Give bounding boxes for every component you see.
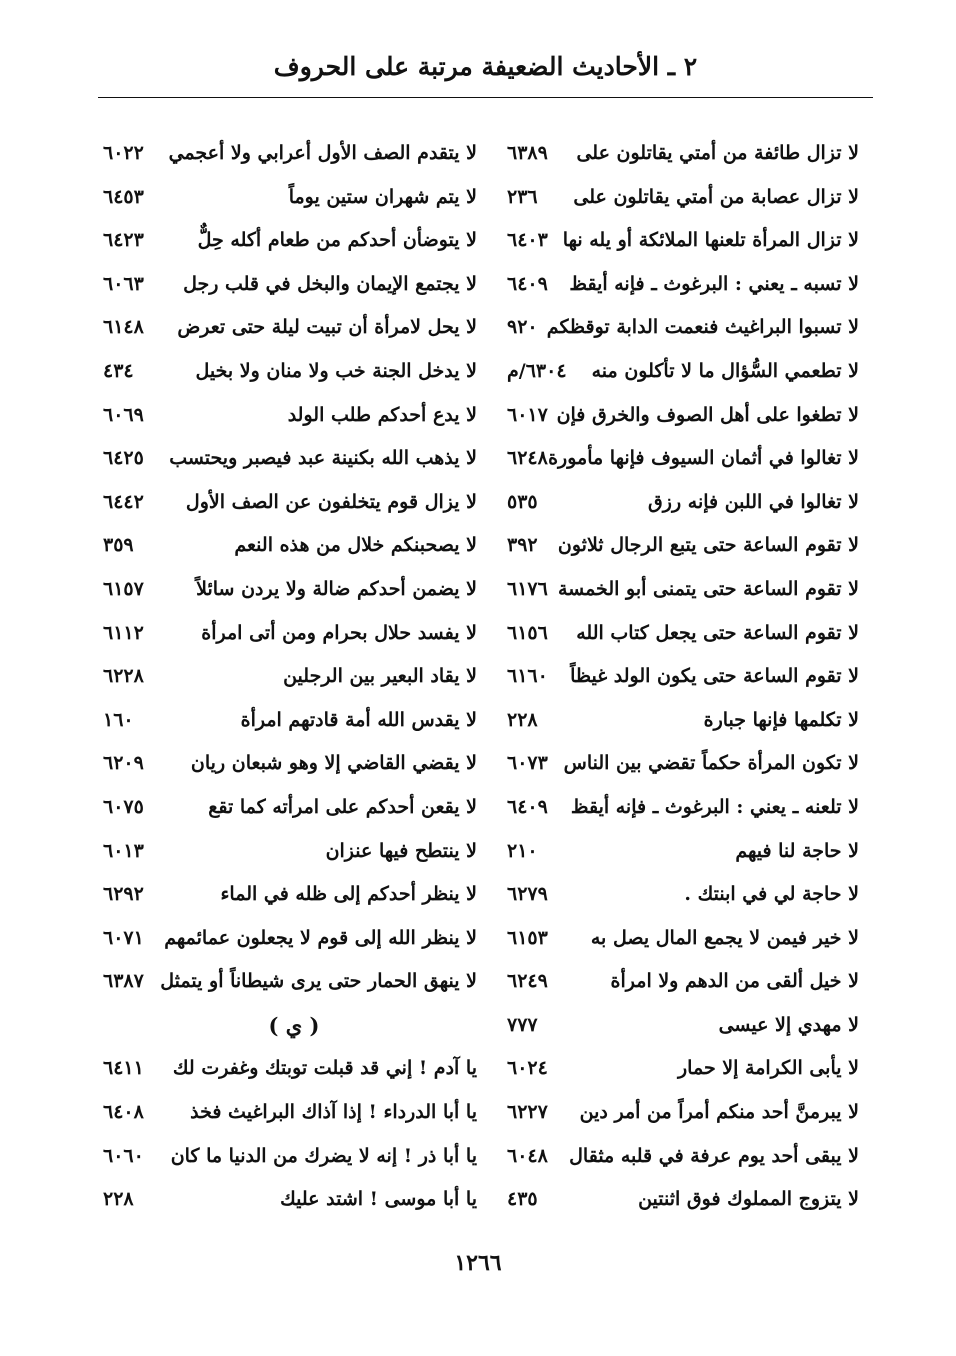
entry-number: ٢١٠ <box>507 839 538 862</box>
left-column <box>103 132 485 1222</box>
entry-number: ٦٢٢٧ <box>507 1101 548 1124</box>
entry-number: ٦٣٠٤/م <box>507 359 567 382</box>
index-entry <box>485 437 867 481</box>
index-entry <box>485 524 867 568</box>
index-entry <box>103 612 485 656</box>
entry-text: لا تطغوا على أهل الصوف والخرق فإن <box>556 403 859 426</box>
entry-number: ٦٤٥٣ <box>103 185 144 208</box>
entry-number: ٦٠٦٣ <box>103 272 144 295</box>
index-entry <box>485 263 867 307</box>
index-entry <box>103 437 485 481</box>
entry-text: لا يقاد البعير بين الرجلين <box>283 665 477 688</box>
index-entry <box>485 176 867 220</box>
entry-text: لا تقوم الساعة حتى يتمنى أبو الخمسة <box>557 577 859 600</box>
index-entry <box>103 219 485 263</box>
entry-text: لا تسبه ـ يعني : البرغوث ـ فإنه أيقظ <box>569 272 859 295</box>
entry-number: ٢٣٦ <box>507 185 538 208</box>
entry-number: ٦٠٧١ <box>103 926 144 949</box>
index-entry <box>485 1091 867 1135</box>
entry-text: لا يقعن أحدكم على امرأته كما تقع <box>208 795 477 818</box>
index-entry <box>485 873 867 917</box>
index-entry <box>485 742 867 786</box>
entry-number: ٦٠٢٢ <box>103 142 144 164</box>
entry-number: ٦٠٧٣ <box>507 752 548 775</box>
entry-text: لا تقوم الساعة حتى يكون الولد غيظاً <box>570 665 859 688</box>
index-entry <box>485 655 867 699</box>
entry-text: لا يدع أحدكم طلب الولد <box>287 403 477 426</box>
entry-number: ٢٢٨ <box>507 708 538 731</box>
entry-text: لا يقضي القاضي إلا وهو شبعان ريان <box>190 752 477 775</box>
entry-text: لا حاجة لي في ابنتك . <box>684 883 859 906</box>
entry-text: لا تقوم الساعة حتى يتبع الرجال ثلاثون <box>557 534 859 557</box>
entry-text: لا يصحبنكم خلال من هذه النعم <box>234 534 477 557</box>
entry-number: ٦٤٤٢ <box>103 490 144 513</box>
entry-text: لا تقوم الساعة حتى يجعل كتاب الله <box>576 621 859 644</box>
entry-text: لا تلعنه ـ يعني : البرغوث ـ فإنه أيقظ <box>570 795 859 818</box>
entry-text: لا يحل لامرأة أن تبيت ليلة حتى تعرض <box>177 316 477 339</box>
index-entry <box>103 1091 485 1135</box>
entry-number: ٦٤١١ <box>103 1057 144 1080</box>
entry-text: لا يتزوج المملوك فوق اثنتين <box>638 1188 859 1211</box>
entry-number: ٦٠٦٩ <box>103 403 144 426</box>
entry-text: لا تغالوا في أثمان السيوف فإنها مأمورة <box>548 447 859 470</box>
entry-text: لا خير فيمن لا يجمع المال يصل به <box>590 926 859 949</box>
index-entry <box>485 786 867 830</box>
entry-text: لا تطعمي السُّؤال ما لا تأكلون منه <box>591 359 859 382</box>
entry-text: لا يتقدم الصف الأول أعرابي ولا أعجمي <box>168 142 477 164</box>
index-entry <box>103 176 485 220</box>
entry-text: لا تكلمها فإنها جبارة <box>703 708 859 731</box>
entry-number: ٦٠٢٤ <box>507 1057 548 1080</box>
entry-number: ٦٤٢٣ <box>103 229 144 252</box>
entry-text: لا تزال المرأة تلعنها الملائكة أو يله نها <box>562 229 859 252</box>
entry-text: لا حاجة لنا فيهم <box>735 839 859 862</box>
index-entry <box>103 568 485 612</box>
index-entry <box>103 960 485 1004</box>
index-entry <box>485 350 867 394</box>
entry-number: ٦٤٠٣ <box>507 229 548 252</box>
index-entry <box>485 1178 867 1222</box>
index-entry <box>103 132 485 176</box>
entry-number: ٦١٤٨ <box>103 316 144 339</box>
index-entry <box>485 219 867 263</box>
entry-number: ٦٢٠٩ <box>103 752 144 775</box>
running-head: ٢ ـ الأحاديث الضعيفة مرتبة على الحروف <box>273 52 698 81</box>
entry-number: ٦٠٤٨ <box>507 1144 548 1167</box>
entry-text: لا ينهق الحمار حتى يرى شيطاناً أو يتمثل <box>160 970 477 993</box>
index-entry <box>103 699 485 743</box>
entry-number: ٦١٥٦ <box>507 621 548 644</box>
entry-number: ٦٣٨٧ <box>103 970 144 993</box>
entry-text: يا أبا الدرداء ! إذا آذاك البراغيث فخذ <box>190 1101 477 1124</box>
entry-text: يا آدم ! إني قد قبلت توبتك وغفرت لك <box>172 1057 477 1080</box>
index-entry <box>103 655 485 699</box>
entry-number: ٩٢٠ <box>507 316 538 339</box>
entry-number: ٦٣٨٩ <box>507 142 548 164</box>
index-entry <box>103 742 485 786</box>
index-entry <box>103 1178 485 1222</box>
entry-text: لا تزال عصابة من أمتي يقاتلون على <box>573 185 859 208</box>
entry-text: لا خيل ألقى من الدهم ولا امرأة <box>610 970 859 993</box>
entry-text: لا ينظر أحدكم إلى ظله في الماء <box>220 883 477 906</box>
index-entry <box>485 830 867 874</box>
entry-number: ٦١٥٣ <box>507 926 548 949</box>
index-entry <box>103 263 485 307</box>
entry-text: لا يفسد حلال بحرام ومن أتى امرأة <box>201 621 477 644</box>
entry-text: لا مهدي إلا عيسى <box>718 1013 859 1036</box>
entry-text: لا يجتمع الإيمان والبخل في قلب رجل <box>183 272 477 295</box>
entry-number: ٦٤٠٩ <box>507 272 548 295</box>
index-entry <box>485 1135 867 1179</box>
entry-text: لا ينظر الله إلى قوم لا يجعلون عمائمهم <box>164 926 477 949</box>
entry-number: ٧٧٧ <box>507 1013 538 1036</box>
index-entry <box>485 132 867 176</box>
page-number: ١٢٦٦ <box>454 1250 502 1276</box>
entry-number: ٦٢٩٢ <box>103 883 144 906</box>
entry-text: لا تزال طائفة من أمتي يقاتلون على <box>576 142 859 164</box>
entry-number: ٦٢٢٨ <box>103 665 144 688</box>
entry-number: ٤٣٥ <box>507 1188 538 1211</box>
header-rule <box>98 97 873 98</box>
index-entry <box>485 917 867 961</box>
entry-text: لا تغالوا في اللبن فإنه رزق <box>648 490 859 513</box>
index-entry <box>103 1047 485 1091</box>
entry-text: لا ينتطح فيها عنزان <box>325 839 477 862</box>
right-column <box>485 132 867 1222</box>
index-entry <box>485 612 867 656</box>
index-entry <box>485 568 867 612</box>
entry-number: ٦١٧٦ <box>507 577 548 600</box>
entry-text: لا يدخل الجنة خب ولا منان ولا بخيل <box>195 359 477 382</box>
index-entry <box>103 524 485 568</box>
index-entry <box>103 394 485 438</box>
index-entry <box>103 350 485 394</box>
entry-number: ٦٤٢٥ <box>103 447 144 470</box>
entry-number: ٦٢٧٩ <box>507 883 548 906</box>
index-entry <box>485 1047 867 1091</box>
index-entry <box>485 306 867 350</box>
index-entry <box>103 786 485 830</box>
entry-text: لا تكون المرأة حكماً تقضي بين الناس <box>563 752 859 775</box>
entry-number: ٦١١٢ <box>103 621 144 644</box>
index-entry <box>103 830 485 874</box>
entry-text: يا أبا ذر ! إنه لا يضرك من الدنيا ما كان <box>170 1144 477 1167</box>
entry-number: ١٦٠ <box>103 708 134 731</box>
entry-number: ٦١٦٠ <box>507 665 548 688</box>
section-heading-label: ( ي ) <box>268 1012 320 1038</box>
entry-text: لا يأبى الكرامة إلا حمار <box>678 1057 859 1080</box>
entry-number: ٦٠١٧ <box>507 403 548 426</box>
index-entry <box>103 306 485 350</box>
entry-number: ٥٣٥ <box>507 490 538 513</box>
entry-text: لا يقدس الله أمة قادتهم امرأة <box>240 708 477 731</box>
entry-number: ٦٠٦٠ <box>103 1144 144 1167</box>
entry-number: ٣٩٢ <box>507 534 538 557</box>
entry-number: ٢٢٨ <box>103 1188 134 1211</box>
entry-number: ٦١٥٧ <box>103 577 144 600</box>
entry-text: يا أبا موسى ! اشتد عليك <box>280 1188 477 1211</box>
entry-number: ٦٠٧٥ <box>103 795 144 818</box>
entry-text: لا يبرمنَّ أحد منكم أمراً من أمر دين <box>579 1101 859 1124</box>
entry-number: ٤٣٤ <box>103 359 134 382</box>
index-entry <box>103 1135 485 1179</box>
entry-number: ٦٠١٣ <box>103 839 144 862</box>
index-entry <box>485 1004 867 1048</box>
entry-number: ٦٤٠٨ <box>103 1101 144 1124</box>
entry-number: ٦٤٠٩ <box>507 795 548 818</box>
entry-text: لا يزال قوم يتخلفون عن الصف الأول <box>185 490 477 513</box>
entry-number: ٦٢٤٩ <box>507 970 548 993</box>
entry-text: لا يضمن أحدكم ضالة ولا يردن سائلاً <box>196 577 477 600</box>
index-entry <box>103 873 485 917</box>
entry-text: لا تسبوا البراغيث فنعمت الدابة توقظكم <box>546 316 859 339</box>
section-heading <box>103 1004 485 1048</box>
entry-text: لا يذهب الله بكنينة عبد فيصبر ويحتسب <box>169 447 477 470</box>
entry-text: لا يتم شهران ستين يوماً <box>288 185 477 208</box>
entry-number: ٦٢٤٨ <box>507 447 548 470</box>
entry-text: لا يتوضأن أحدكم من طعام أكله حِلٌّ <box>197 229 477 252</box>
index-entry <box>485 699 867 743</box>
index-entry <box>103 481 485 525</box>
index-entry <box>103 917 485 961</box>
index-entry <box>485 394 867 438</box>
entry-number: ٣٥٩ <box>103 534 134 557</box>
index-entry <box>485 960 867 1004</box>
entry-text: لا يبقى أحد يوم عرفة في قلبه مثقال <box>569 1144 859 1167</box>
index-entry <box>485 481 867 525</box>
